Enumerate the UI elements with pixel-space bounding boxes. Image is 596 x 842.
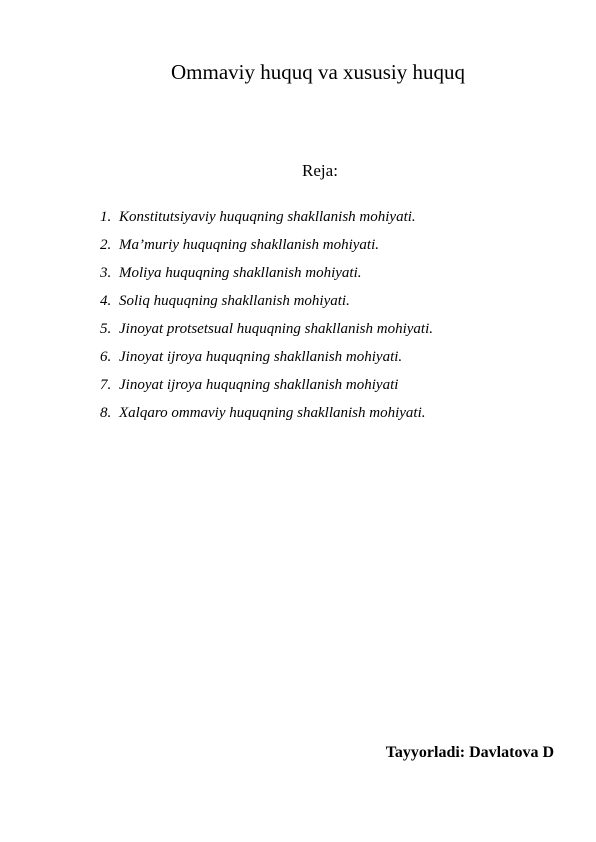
plan-item-text: Ma’muriy huquqning shakllanish mohiyati. bbox=[119, 237, 379, 253]
plan-item-number: 6. bbox=[100, 349, 112, 365]
plan-item-text: Jinoyat protsetsual huquqning shakllanish mohiyati. bbox=[119, 321, 434, 337]
plan-list bbox=[100, 203, 570, 427]
plan-item-4 bbox=[100, 287, 570, 315]
plan-item-6 bbox=[100, 343, 570, 371]
plan-item-number: 3. bbox=[100, 265, 112, 281]
plan-item-number: 5. bbox=[100, 321, 112, 337]
plan-item-1 bbox=[100, 203, 570, 231]
plan-item-text: Konstitutsiyaviy huquqning shakllanish mohiyati. bbox=[119, 209, 416, 225]
plan-item-text: Soliq huquqning shakllanish mohiyati. bbox=[119, 293, 350, 309]
plan-item-number: 4. bbox=[100, 293, 112, 309]
plan-item-text: Jinoyat ijroya huquqning shakllanish mohiyati. bbox=[119, 349, 403, 365]
plan-item-number: 8. bbox=[100, 405, 112, 421]
plan-item-3 bbox=[100, 259, 570, 287]
document-title: Ommaviy huquq va xususiy huquq bbox=[171, 60, 465, 84]
plan-item-number: 7. bbox=[100, 377, 112, 393]
plan-item-8 bbox=[100, 399, 570, 427]
plan-item-2 bbox=[100, 231, 570, 259]
plan-item-number: 1. bbox=[100, 209, 112, 225]
plan-item-number: 2. bbox=[100, 237, 112, 253]
plan-item-text: Xalqaro ommaviy huquqning shakllanish mohiyati. bbox=[119, 405, 426, 421]
plan-item-5 bbox=[100, 315, 570, 343]
plan-item-7 bbox=[100, 371, 570, 399]
plan-heading: Reja: bbox=[302, 161, 338, 180]
plan-item-text: Moliya huquqning shakllanish mohiyati. bbox=[119, 265, 362, 281]
author-credit: Tayyorladi: Davlatova D bbox=[385, 744, 554, 761]
plan-item-text: Jinoyat ijroya huquqning shakllanish mohiyati bbox=[119, 377, 399, 393]
